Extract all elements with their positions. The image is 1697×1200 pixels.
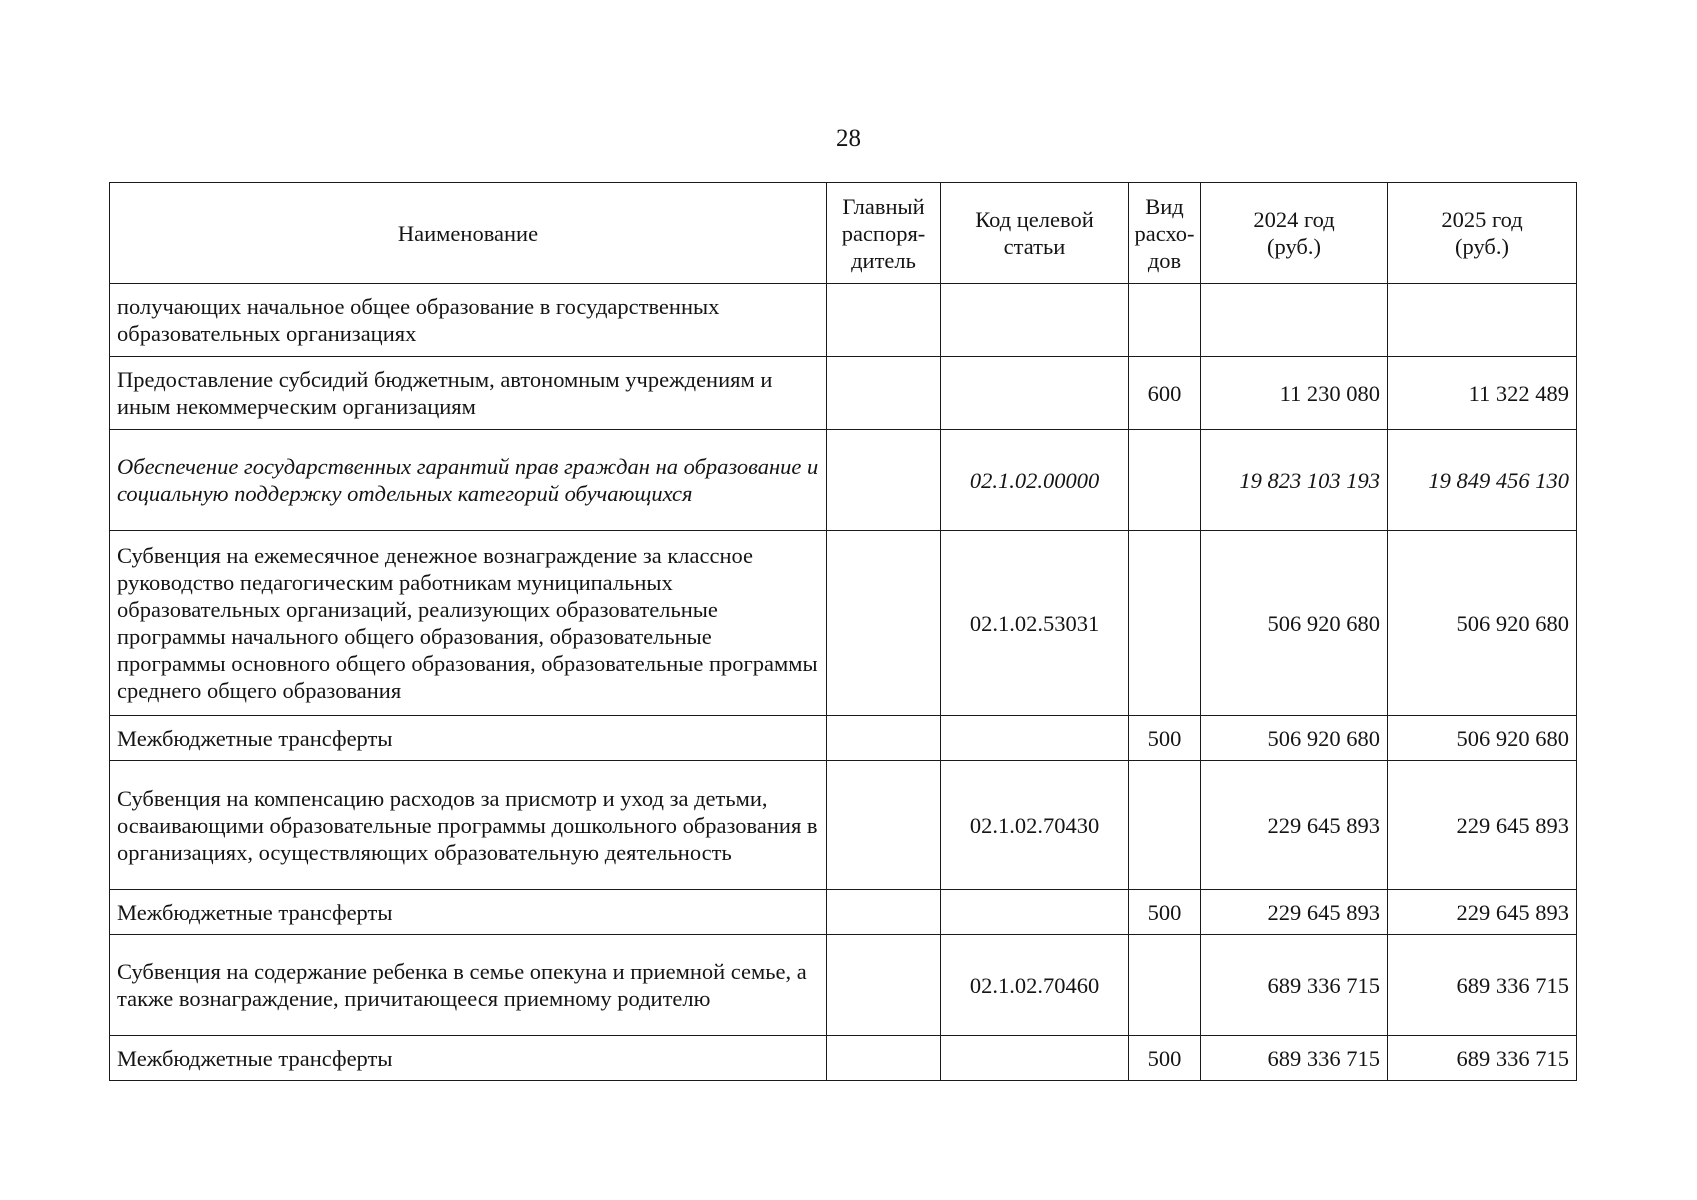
row-amount-2024: 229 645 893 <box>1201 890 1388 935</box>
header-vid-raskhodov: Вид расхо- дов <box>1129 183 1201 284</box>
header-kod-tselevoy-stati: Код целевой статьи <box>941 183 1129 284</box>
table-row <box>110 935 1577 1036</box>
row-amount-2025: 689 336 715 <box>1388 935 1577 1036</box>
row-vid: 500 <box>1129 716 1201 761</box>
table-row <box>110 716 1577 761</box>
row-vid <box>1129 761 1201 890</box>
row-vid <box>1129 531 1201 716</box>
row-code: 02.1.02.53031 <box>941 531 1129 716</box>
row-name: Межбюджетные трансферты <box>110 890 827 935</box>
row-code: 02.1.02.00000 <box>941 430 1129 531</box>
row-name: Обеспечение государственных гарантий прав граждан на образование и социальную поддержку отдельных категорий обучающихся <box>110 430 827 531</box>
row-amount-2024 <box>1201 284 1388 357</box>
row-vid <box>1129 430 1201 531</box>
row-glavny <box>827 761 941 890</box>
row-code <box>941 716 1129 761</box>
header-glavny-rasporyaditel: Главный распоря- дитель <box>827 183 941 284</box>
row-vid: 500 <box>1129 1036 1201 1081</box>
header-year-2025: 2025 год (руб.) <box>1388 183 1577 284</box>
row-amount-2025 <box>1388 284 1577 357</box>
table-row-subsection <box>110 430 1577 531</box>
table-header-row <box>110 183 1577 284</box>
row-code <box>941 357 1129 430</box>
table-row <box>110 1036 1577 1081</box>
row-amount-2025: 689 336 715 <box>1388 1036 1577 1081</box>
row-name: Предоставление субсидий бюджетным, автономным учреждениям и иным некоммерческим организациям <box>110 357 827 430</box>
page-number: 28 <box>836 125 861 152</box>
row-amount-2025: 229 645 893 <box>1388 890 1577 935</box>
row-vid: 600 <box>1129 357 1201 430</box>
row-glavny <box>827 531 941 716</box>
header-year-2024: 2024 год (руб.) <box>1201 183 1388 284</box>
row-glavny <box>827 716 941 761</box>
row-amount-2025: 506 920 680 <box>1388 716 1577 761</box>
row-glavny <box>827 890 941 935</box>
row-glavny <box>827 284 941 357</box>
row-amount-2025: 11 322 489 <box>1388 357 1577 430</box>
row-amount-2024: 506 920 680 <box>1201 531 1388 716</box>
row-vid: 500 <box>1129 890 1201 935</box>
table-row <box>110 284 1577 357</box>
row-code <box>941 890 1129 935</box>
row-name: Субвенция на компенсацию расходов за присмотр и уход за детьми, осваивающими образовательные программы дошкольного образования в организациях, осуществляющих образовательную деятельность <box>110 761 827 890</box>
row-code <box>941 1036 1129 1081</box>
row-name: получающих начальное общее образование в государственных образовательных организациях <box>110 284 827 357</box>
table-row <box>110 357 1577 430</box>
table-row <box>110 531 1577 716</box>
row-amount-2024: 689 336 715 <box>1201 1036 1388 1081</box>
budget-table <box>109 182 1577 1081</box>
row-glavny <box>827 430 941 531</box>
row-amount-2024: 11 230 080 <box>1201 357 1388 430</box>
row-glavny <box>827 935 941 1036</box>
header-name: Наименование <box>110 183 827 284</box>
row-code <box>941 284 1129 357</box>
row-vid <box>1129 935 1201 1036</box>
row-amount-2025: 506 920 680 <box>1388 531 1577 716</box>
table-row <box>110 890 1577 935</box>
row-amount-2024: 506 920 680 <box>1201 716 1388 761</box>
row-amount-2025: 229 645 893 <box>1388 761 1577 890</box>
row-amount-2024: 229 645 893 <box>1201 761 1388 890</box>
row-name: Субвенция на ежемесячное денежное вознаграждение за классное руководство педагогическим работникам муниципальных образовательных организаций, реализующих образовательные программы начального общего образования, образовательные программы основного общего образования, образовательные программы среднего общего образования <box>110 531 827 716</box>
row-glavny <box>827 357 941 430</box>
row-name: Межбюджетные трансферты <box>110 716 827 761</box>
row-name: Субвенция на содержание ребенка в семье опекуна и приемной семье, а также вознаграждение, причитающееся приемному родителю <box>110 935 827 1036</box>
row-code: 02.1.02.70430 <box>941 761 1129 890</box>
row-amount-2024: 689 336 715 <box>1201 935 1388 1036</box>
row-name: Межбюджетные трансферты <box>110 1036 827 1081</box>
table-row <box>110 761 1577 890</box>
row-code: 02.1.02.70460 <box>941 935 1129 1036</box>
row-vid <box>1129 284 1201 357</box>
row-glavny <box>827 1036 941 1081</box>
row-amount-2025: 19 849 456 130 <box>1388 430 1577 531</box>
row-amount-2024: 19 823 103 193 <box>1201 430 1388 531</box>
